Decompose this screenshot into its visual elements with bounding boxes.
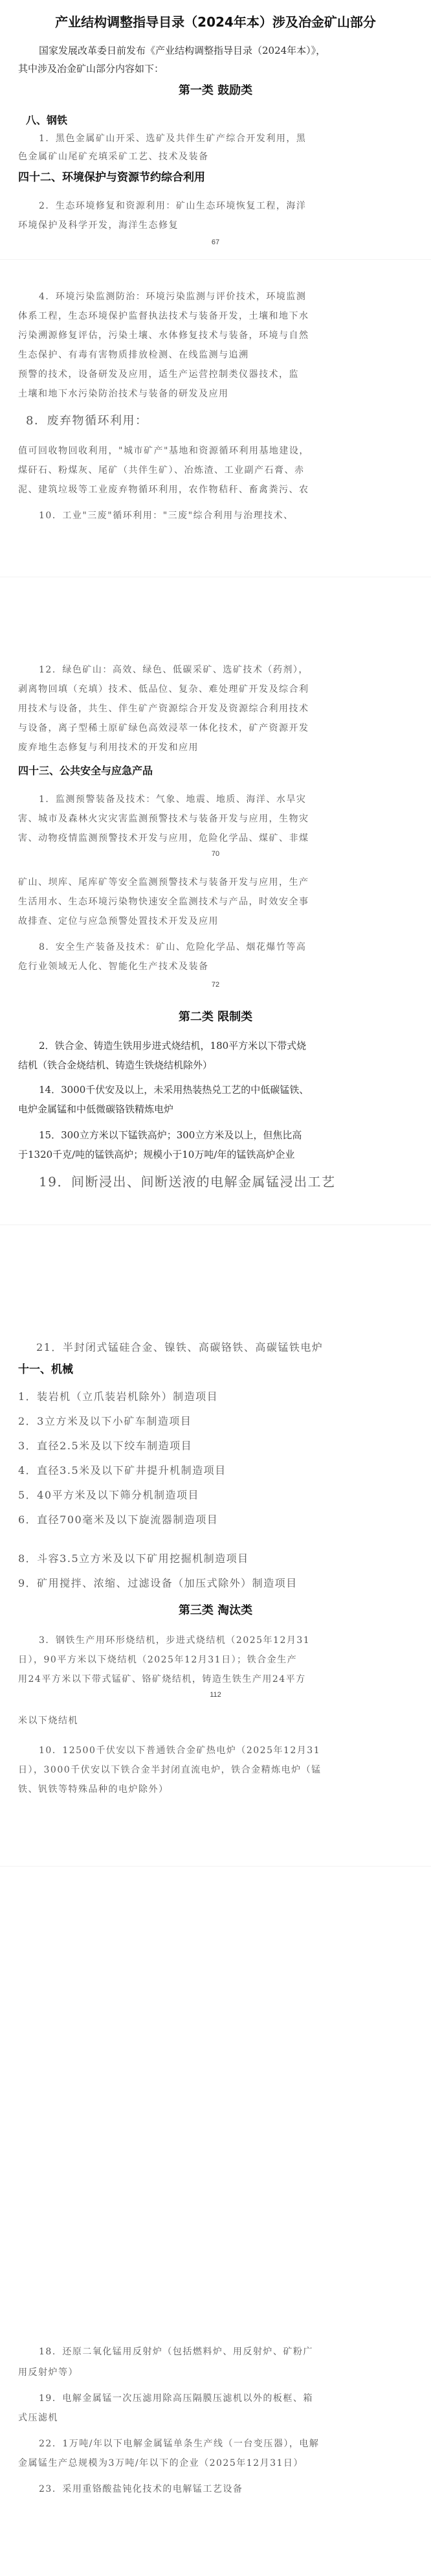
eliminated-item-10: 10．12500千伏安以下普通铁合金矿热电炉（2025年12月31: [39, 1745, 321, 1756]
restricted-item-19: 19．间断浸出、间断送液的电解金属锰浸出工艺: [39, 1174, 336, 1190]
safety-item-1-line2: 害、城市及森林火灾灾害监测预警技术与装备开发与应用，生物灾: [18, 814, 309, 824]
env-item-4-line3: 污染溯源修复评估，污染土壤、水体修复技术与装备，环境与自然: [18, 330, 309, 341]
machinery-item-1: 1．装岩机（立爪装岩机除外）制造项目: [18, 1390, 219, 1403]
restricted-item-14: 14．3000千伏安及以上，未采用热装热兑工艺的中低碳锰铁、: [39, 1084, 309, 1096]
eliminated-item-18: 18．还原二氧化锰用反射炉（包括燃料炉、用反射炉、矿粉广: [39, 2347, 313, 2357]
env-item-4-line5: 预警的技术，设备研发及应用，适生产运营控制类仪器技术，监: [18, 369, 299, 380]
env-item-4: 4．环境污染监测防治：环境污染监测与评价技术，环境监测: [39, 292, 307, 302]
eliminated-item-3-line4: 米以下烧结机: [18, 1716, 78, 1726]
eliminated-item-22: 22．1万吨/年以下电解金属锰单条生产线（一台变压器），电解: [39, 2439, 320, 2449]
safety-item-8: 8．安全生产装备及技术：矿山、危险化学品、烟花爆竹等高: [39, 942, 307, 952]
safety-item-8-line2: 危行业领域无人化、智能化生产技术及装备: [18, 961, 209, 972]
restricted-item-15-cont: 于1320千克/吨的锰铁高炉；规模小于10万吨/年的锰铁高炉企业: [18, 1149, 295, 1160]
eliminated-item-3-line3: 用24平方米以下带式锰矿、铬矿烧结机，铸造生铁生产用24平方: [18, 1674, 306, 1685]
env-item-8: 8．废弃物循环利用：: [26, 415, 148, 428]
page-separator: [0, 259, 431, 260]
eliminated-item-23: 23．采用重铬酸盐钝化技术的电解锰工艺设备: [39, 2484, 243, 2494]
section-steel: 八、钢铁: [26, 114, 68, 126]
safety-item-1: 1．监测预警装备及技术：气象、地震、地质、海洋、水旱灾: [39, 794, 307, 805]
steel-item-1: 1．黑色金属矿山开采、选矿及共伴生矿产综合开发利用，黑: [39, 133, 307, 144]
green-mine-item: 12．绿色矿山：高效、绿色、低碳采矿、选矿技术（药剂），: [39, 665, 309, 675]
env-item-8-line3: 泥、建筑垃圾等工业废弃物循环利用，农作物秸秆、畜禽粪污、农: [18, 485, 309, 495]
page-title: 产业结构调整指导目录（2024年本）涉及冶金矿山部分: [55, 14, 376, 30]
env-item-10: 10．工业"三废"循环利用："三废"综合利用与治理技术、: [39, 511, 294, 521]
restricted-item-2: 2．铁合金、铸造生铁用步进式烧结机，180平方米以下带式烧: [39, 1040, 307, 1052]
intro-line-2: 其中涉及冶金矿山部分内容如下：: [18, 63, 164, 75]
env-item-4-line2: 体系工程，生态环境保护监督执法技术与装备开发，土壤和地下水: [18, 311, 309, 321]
env-item-2: 2．生态环境修复和资源利用：矿山生态环境恢复工程，海洋: [39, 201, 307, 211]
eliminated-item-19: 19．电解金属锰一次压滤用除高压隔膜压滤机以外的板框、箱: [39, 2393, 313, 2404]
page-number: 70: [211, 850, 220, 858]
machinery-item-9: 9．矿用搅拌、浓缩、过滤设备（加压式除外）制造项目: [18, 1577, 298, 1589]
steel-item-1-cont: 色金属矿山尾矿充填采矿工艺、技术及装备: [18, 152, 209, 162]
env-item-2-cont: 环境保护及科学开发，海洋生态修复: [18, 220, 179, 231]
eliminated-item-18-cont: 用反射炉等）: [18, 2367, 78, 2378]
safety-item-1-line3: 害、动物疫情监测预警技术开发与应用，危险化学品、煤矿、非煤: [18, 833, 309, 844]
safety-item-1-line6: 故排查、定位与应急预警处置技术开发及应用: [18, 916, 219, 926]
eliminated-item-3: 3．钢铁生产用环形烧结机，步进式烧结机（2025年12月31: [39, 1635, 311, 1646]
encouraged-heading: 第一类 鼓励类: [178, 84, 253, 97]
safety-item-1-line5: 生活用水、生态环境污染物快速安全监测技术与产品，时效安全事: [18, 897, 309, 907]
green-mine-line2: 剥离物回填（充填）技术、低品位、复杂、难处理矿开发及综合利: [18, 684, 309, 695]
restricted-item-2-cont: 结机（铁合金烧结机、铸造生铁烧结机除外）: [18, 1059, 213, 1071]
section-public-safety: 四十三、公共安全与应急产品: [18, 765, 153, 777]
machinery-item-2: 2．3立方米及以下小矿车制造项目: [18, 1415, 192, 1427]
eliminated-item-3-line2: 日），90平方米以下烧结机（2025年12月31日）；铁合金生产: [18, 1655, 298, 1665]
eliminated-heading: 第三类 淘汰类: [178, 1604, 253, 1617]
machinery-item-5: 5．40平方米及以下筛分机制造项目: [18, 1489, 200, 1501]
page-separator: [0, 1866, 431, 1867]
green-mine-line3: 用技术与设备，共生、伴生矿产资源综合开发及资源综合利用技术: [18, 704, 309, 714]
page-number: 72: [211, 981, 220, 989]
page-number: 67: [211, 238, 220, 246]
eliminated-item-22-cont: 金属锰生产总规模为3万吨/年以下的企业（2025年12月31日）: [18, 2458, 304, 2468]
env-item-4-line4: 生态保护、有毒有害物质排放检测、在线监测与追溯: [18, 350, 249, 360]
env-item-8-line2: 煤矸石、粉煤灰、尾矿（共伴生矿）、冶炼渣、工业副产石膏、赤: [18, 465, 305, 476]
restricted-item-14-cont: 电炉金属锰和中低微碳铬铁精炼电炉: [18, 1103, 174, 1115]
machinery-item-4: 4．直径3.5米及以下矿井提升机制造项目: [18, 1464, 227, 1477]
safety-item-1-line4: 矿山、坝库、尾库矿等安全监测预警技术与装备开发与应用，生产: [18, 877, 309, 888]
env-item-4-line6: 土壤和地下水污染防治技术与装备的研发及应用: [18, 389, 229, 399]
machinery-item-3: 3．直径2.5米及以下绞车制造项目: [18, 1440, 193, 1452]
env-item-8-line1: 值可回收物回收利用，"城市矿产"基地和资源循环利用基地建设，: [18, 446, 309, 456]
machinery-item-6: 6．直径700毫米及以下旋流器制造项目: [18, 1513, 219, 1526]
page-number: 112: [210, 1691, 221, 1699]
restricted-item-21: 21．半封闭式锰硅合金、镍铁、高碳铬铁、高碳锰铁电炉: [36, 1341, 324, 1353]
eliminated-item-10-line2: 日），3000千伏安以下铁合金半封闭直流电炉，铁合金精炼电炉（锰: [18, 1765, 322, 1775]
restricted-heading: 第二类 限制类: [178, 1011, 253, 1024]
green-mine-line4: 与设备，离子型稀土原矿绿色高效浸萃一体化技术，矿产资源开发: [18, 723, 309, 733]
eliminated-item-19-cont: 式压滤机: [18, 2413, 58, 2423]
section-machinery: 十一、机械: [18, 1363, 73, 1376]
section-environment: 四十二、环境保护与资源节约综合利用: [18, 171, 205, 184]
intro-line-1: 国家发展改革委日前发布《产业结构调整指导目录（2024年本）》，: [39, 45, 326, 56]
restricted-item-15: 15．300立方米以下锰铁高炉；300立方米及以上，但焦比高: [39, 1129, 302, 1141]
green-mine-line5: 废弃地生态修复与利用技术的开发和应用: [18, 742, 199, 753]
eliminated-item-10-line3: 铁、钒铁等特殊品种的电炉除外）: [18, 1784, 169, 1795]
machinery-item-8: 8．斗容3.5立方米及以下矿用挖掘机制造项目: [18, 1552, 249, 1565]
